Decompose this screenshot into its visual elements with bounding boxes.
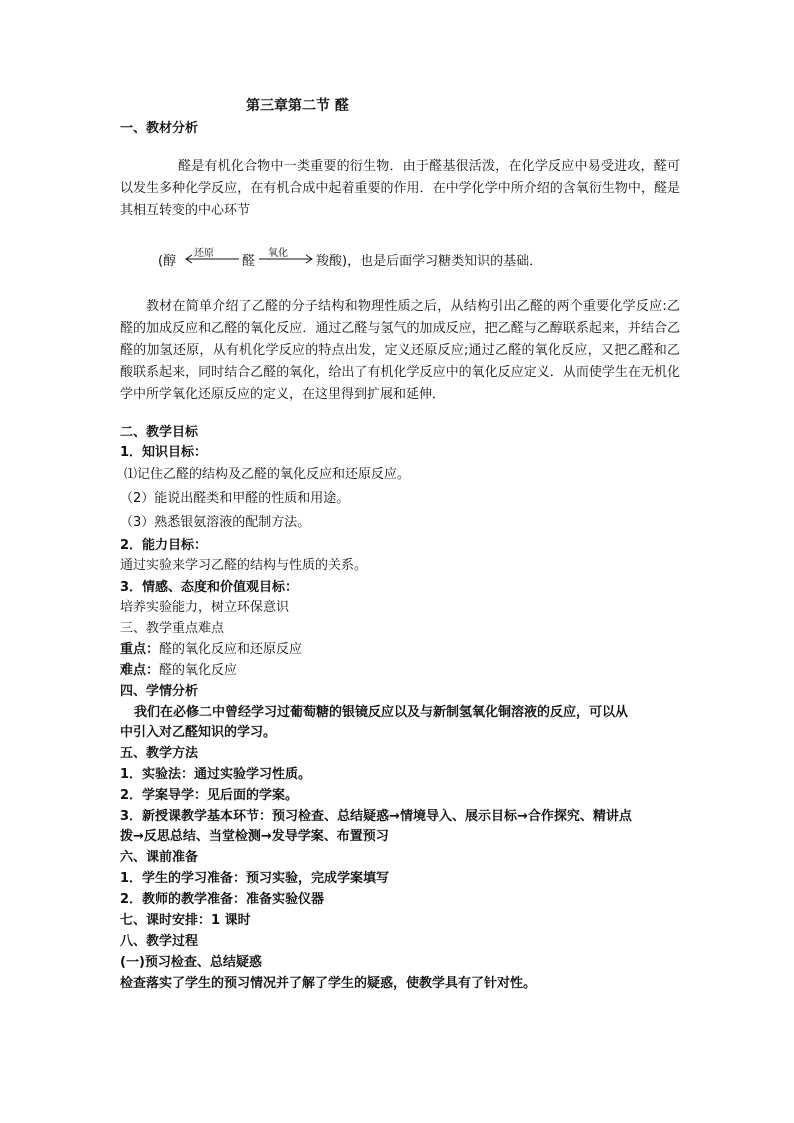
method-3-line-2: 拨→反思总结、当堂检测→发导学案、布置预习 bbox=[120, 829, 389, 844]
difficult-point-label: 难点： bbox=[120, 663, 160, 678]
key-point-label: 重点： bbox=[120, 642, 160, 657]
key-point-text: 醛的氧化反应和还原反应 bbox=[159, 642, 303, 657]
difficult-point-text: 醛的氧化反应 bbox=[159, 663, 238, 678]
section-heading-4: 四、学情分析 bbox=[120, 684, 199, 699]
attitude-goal-heading: 3．情感、态度和价值观目标： bbox=[120, 580, 299, 595]
section-heading-5: 五、教学方法 bbox=[120, 746, 199, 761]
attitude-goal-text: 培养实验能力，树立环保意识 bbox=[120, 600, 290, 615]
key-point bbox=[120, 641, 302, 659]
difficult-point bbox=[120, 662, 237, 680]
method-1: 1．实验法：通过实验学习性质。 bbox=[120, 767, 312, 782]
method-2: 2．学案导学：见后面的学案。 bbox=[120, 788, 299, 803]
process-step-1-text: 检查落实了学生的预习情况并了解了学生的疑惑，使教学具有了针对性。 bbox=[120, 976, 537, 991]
student-preparation: 1．学生的学习准备：预习实验，完成学案填写 bbox=[120, 871, 390, 886]
teacher-preparation: 2．教师的教学准备：准备实验仪器 bbox=[120, 892, 325, 907]
knowledge-goal-heading: 1．知识目标： bbox=[120, 445, 208, 460]
knowledge-goal-2: （2）能说出醛类和甲醛的性质和用途。 bbox=[120, 491, 350, 506]
knowledge-goal-1: ⑴记住乙醛的结构及乙醛的氧化反应和还原反应。 bbox=[124, 467, 411, 482]
oxidize-label: 氧化 bbox=[268, 248, 288, 259]
equation-acid: 羧酸)，也是后面学习糖类知识的基础． bbox=[316, 254, 543, 269]
section-heading-1: 一、教材分析 bbox=[120, 121, 199, 136]
section-heading-8: 八、教学过程 bbox=[120, 934, 199, 949]
section-heading-2: 二、教学目标 bbox=[120, 425, 199, 440]
equation-alcohol: (醇 bbox=[158, 254, 177, 269]
section-heading-6: 六、课前准备 bbox=[120, 850, 199, 865]
process-step-1-heading: (一)预习检查、总结疑惑 bbox=[120, 955, 262, 970]
method-3-line-1: 3．新授课教学基本环节：预习检查、总结疑惑→情境导入、展示目标→合作探究、精讲点 bbox=[120, 809, 632, 824]
page-title: 第三章第二节 醛 bbox=[246, 98, 349, 114]
reduce-label: 还原 bbox=[194, 248, 214, 259]
section-heading-7: 七、课时安排：1 课时 bbox=[120, 913, 251, 928]
ability-goal-heading: 2．能力目标： bbox=[120, 538, 208, 553]
equation-aldehyde: 醛 bbox=[242, 254, 256, 269]
ability-goal-text: 通过实验来学习乙醛的结构与性质的关系。 bbox=[120, 558, 368, 573]
student-analysis-line-2: 中引入对乙醛知识的学习。 bbox=[120, 725, 277, 740]
student-analysis-line-1: 我们在必修二中曾经学习过葡萄糖的银镜反应以及与新制氢氧化铜溶液的反应，可以从 bbox=[134, 705, 629, 720]
paragraph-intro: 醛是有机化合物中一类重要的衍生物．由于醛基很活泼，在化学反应中易受进攻，醛可以发生多种化学反应，在有机合成中起着重要的作用．在中学化学中所介绍的含氧衍生物中，醛是其相互转变的中心环节 bbox=[120, 159, 680, 218]
section-heading-3: 三、教学重点难点 bbox=[120, 621, 225, 636]
knowledge-goal-3: （3）熟悉银氨溶液的配制方法。 bbox=[120, 515, 311, 530]
paragraph-textbook: 教材在简单介绍了乙醛的分子结构和物理性质之后，从结构引出乙醛的两个重要化学反应:乙醛的加成反应和乙醛的氧化反应．通过乙醛与氢气的加成反应，把乙醛与乙醇联系起来，并结合乙醛的加氢还原，从有机化学反应的特点出发，定义还原反应;通过乙醛的氧化反应，又把乙醛和乙酸联系起来，同时结合乙醛的氧化，给出了有机化学反应中的氧化反应定义．从而使学生在无机化学中所学氧化还原反应的定义，在这里得到扩展和延伸． bbox=[120, 299, 680, 402]
